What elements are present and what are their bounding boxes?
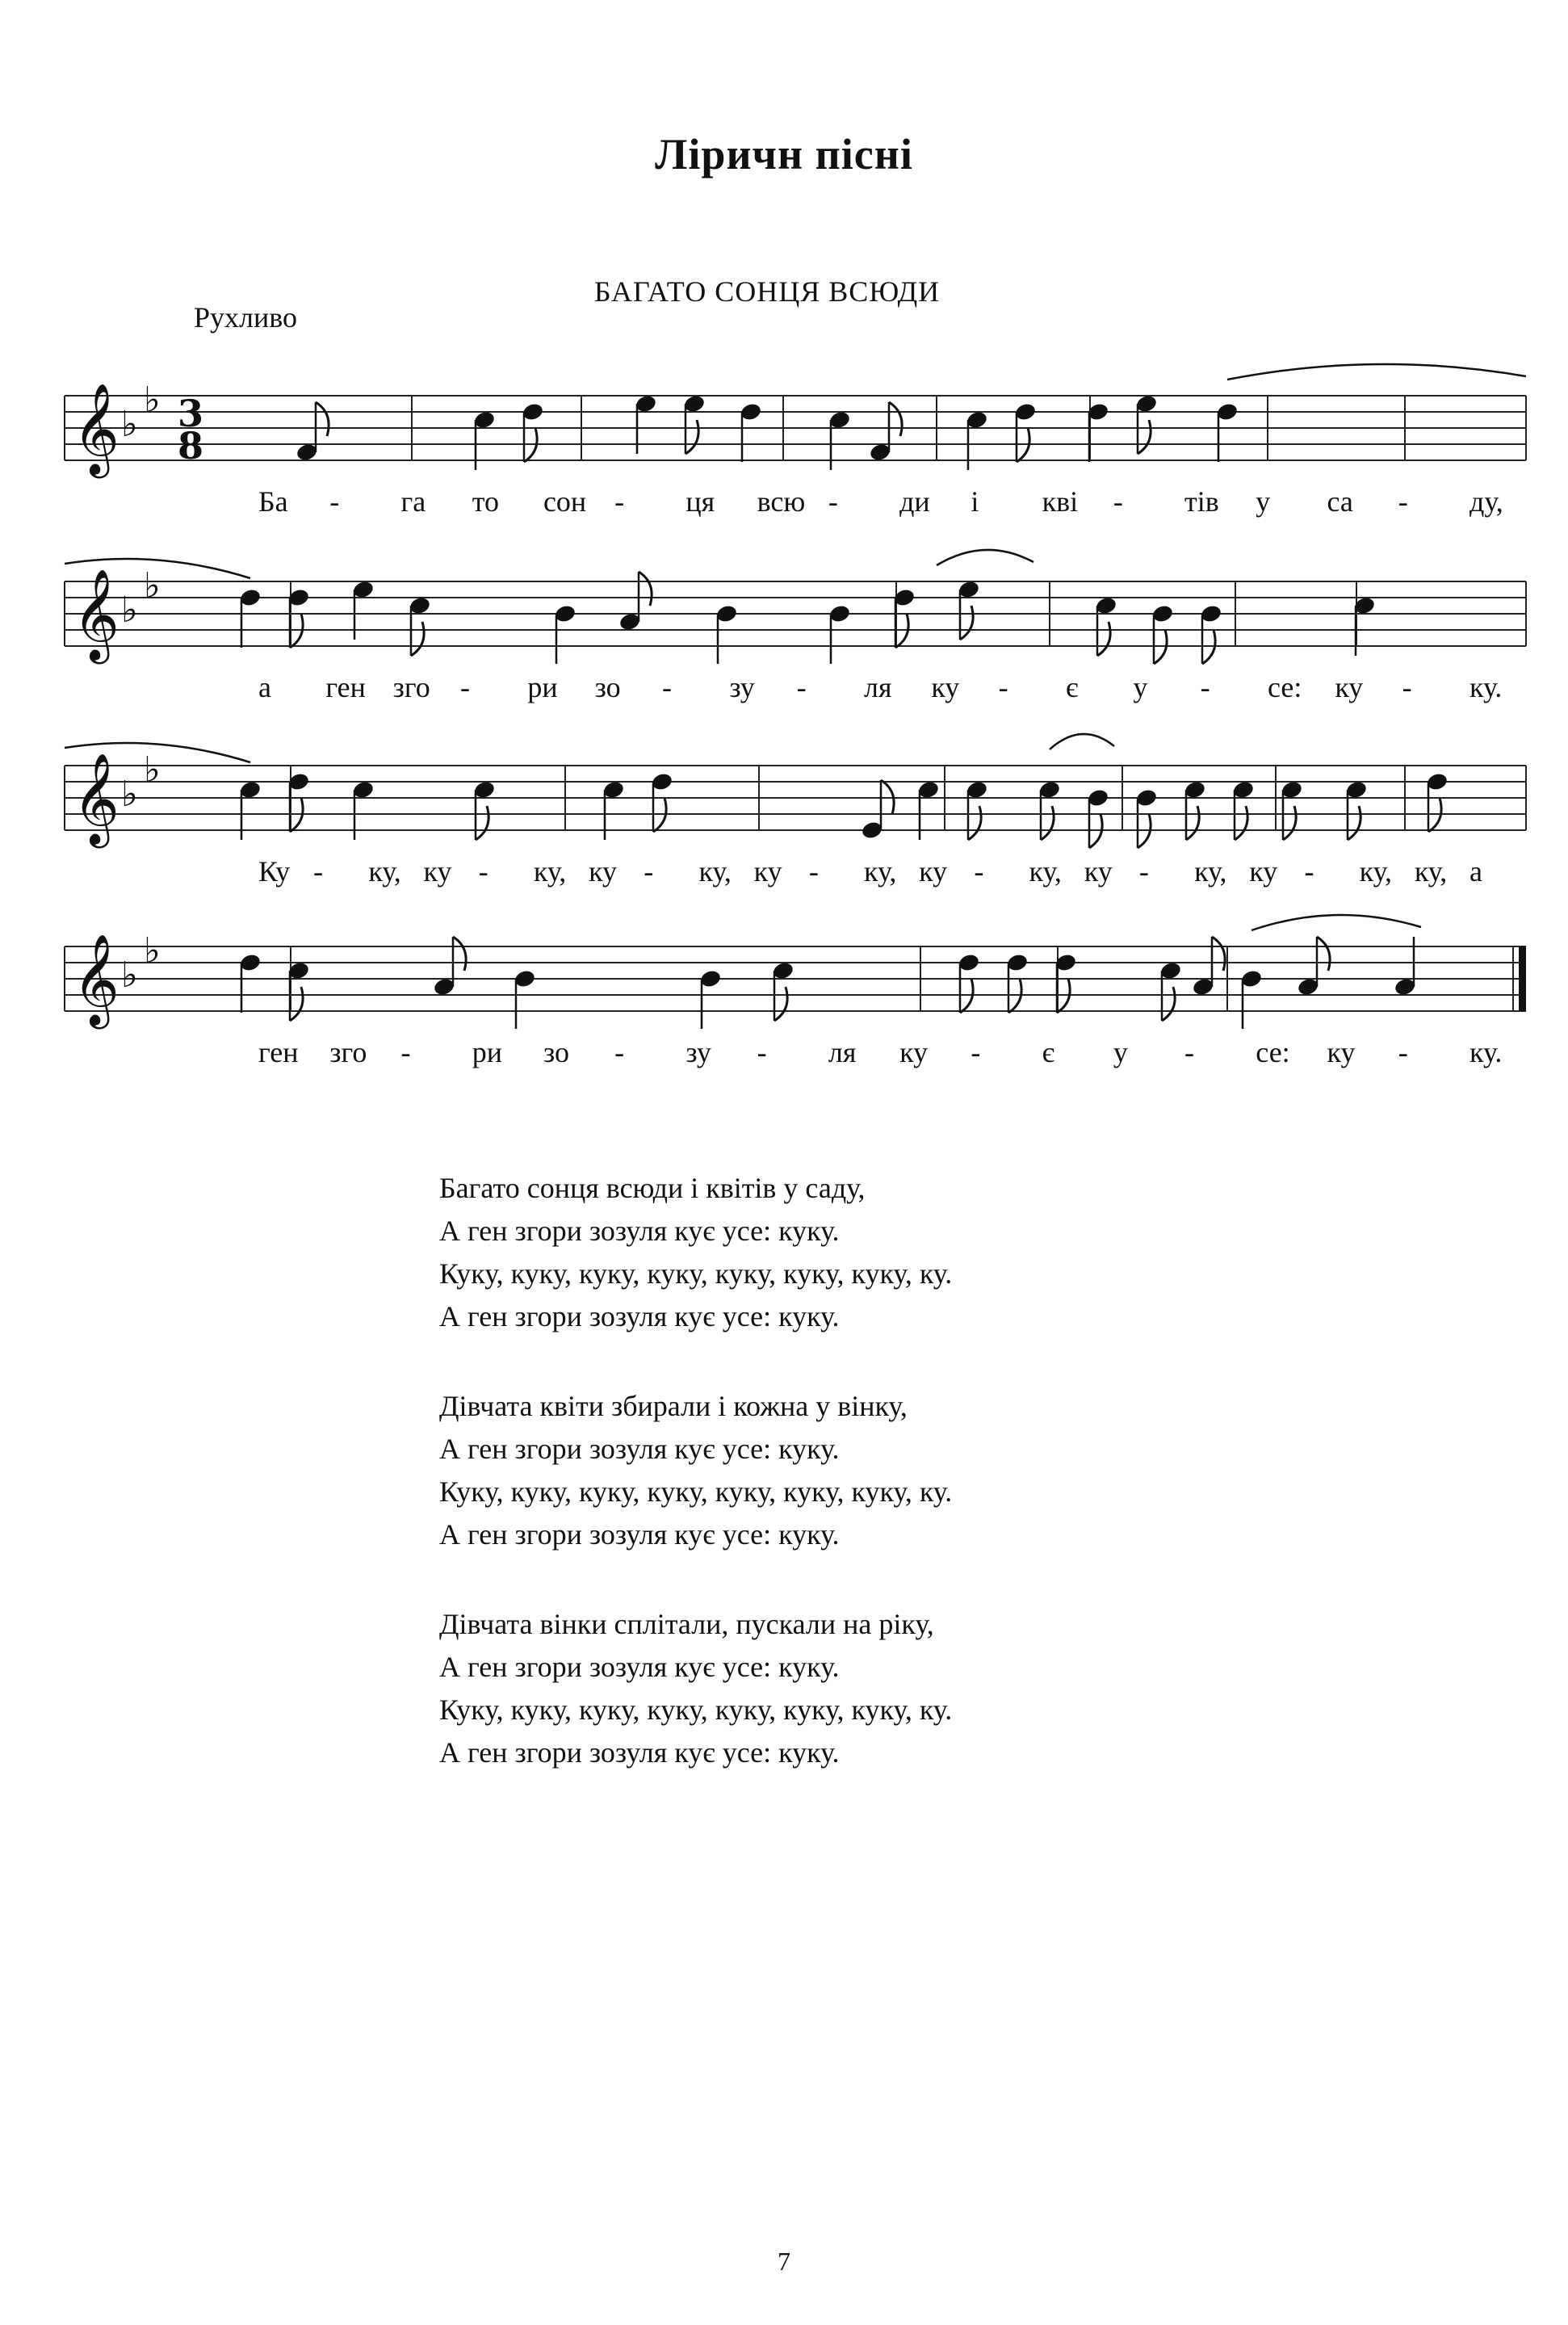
- lyric-syllable: ку,: [1194, 855, 1227, 888]
- verse-line: А ген згори зозуля кує усе: куку.: [439, 1651, 840, 1683]
- music-system-3: [65, 733, 1526, 919]
- lyric-syllable: ку.: [1469, 671, 1503, 703]
- lyric-syllable: ку,: [533, 855, 567, 888]
- verse-line: Куку, куку, куку, куку, куку, куку, куку, ку.: [439, 1693, 953, 1726]
- lyric-syllable: є: [1066, 671, 1079, 703]
- lyric-line-4: [65, 1035, 1526, 1076]
- lyric-syllable: ку: [919, 855, 948, 888]
- lyric-syllable: ку: [1084, 855, 1113, 888]
- lyric-syllable: ду,: [1469, 485, 1503, 518]
- lyric-syllable: ля: [828, 1036, 857, 1068]
- note-flag: [1212, 937, 1225, 971]
- lyric-syllable: ри: [527, 671, 558, 703]
- time-signature-top: 3: [178, 392, 204, 435]
- lyric-syllable: -: [614, 485, 625, 518]
- note-flag: [968, 806, 981, 840]
- tie: [1251, 915, 1421, 930]
- tie: [1227, 364, 1526, 380]
- lyric-line-2: [65, 670, 1526, 711]
- lyric-syllable: ген: [325, 671, 366, 703]
- music-system-2: [65, 549, 1526, 735]
- lyric-syllable: зу: [685, 1036, 711, 1068]
- lyric-syllable: -: [478, 855, 488, 888]
- lyric-syllable: -: [644, 855, 654, 888]
- lyric-syllable: ку,: [368, 855, 401, 888]
- note-flag: [960, 606, 973, 640]
- lyric-syllable: -: [1402, 671, 1412, 703]
- lyric-syllable: ку: [899, 1036, 929, 1068]
- lyric-syllable: ля: [864, 671, 892, 703]
- note-flag: [1317, 937, 1330, 971]
- note-flag: [1235, 806, 1247, 840]
- note-flag: [453, 937, 466, 971]
- lyric-syllable: -: [757, 1036, 767, 1068]
- lyric-syllable: зо: [543, 1036, 569, 1068]
- lyric-syllable: -: [828, 485, 838, 518]
- music-system-1: [65, 363, 1526, 549]
- verses: [439, 1167, 1408, 1821]
- tie: [937, 550, 1033, 565]
- lyric-syllable: ку,: [698, 855, 732, 888]
- note-flag: [1097, 622, 1110, 656]
- lyric-syllable: зо: [594, 671, 621, 703]
- lyric-syllable: -: [460, 671, 470, 703]
- verse: [439, 1603, 1408, 1774]
- note-flag: [1162, 987, 1175, 1021]
- flat-sign: ♭: [121, 774, 138, 815]
- verse-line: Куку, куку, куку, куку, куку, куку, куку, ку.: [439, 1475, 953, 1508]
- treble-clef: 𝄞: [73, 934, 119, 1026]
- lyric-syllable: зу: [729, 671, 755, 703]
- verse-line: А ген згори зозуля кує усе: куку.: [439, 1215, 840, 1247]
- lyric-syllable: ген: [258, 1036, 299, 1068]
- lyric-syllable: то: [472, 485, 499, 518]
- lyric-syllable: а: [1469, 855, 1482, 888]
- lyric-syllable: ку: [931, 671, 960, 703]
- lyric-syllable: -: [998, 671, 1008, 703]
- lyric-syllable: ця: [685, 485, 715, 518]
- lyric-syllable: га: [400, 485, 426, 518]
- lyric-syllable: ку: [589, 855, 618, 888]
- note-flag: [316, 402, 329, 436]
- lyric-syllable: -: [662, 671, 672, 703]
- note-flag: [411, 622, 424, 656]
- verse-line: Багато сонця всюди і квітів у саду,: [439, 1172, 866, 1204]
- lyric-syllable: кві: [1042, 485, 1079, 518]
- section-heading: Ліричн пісні: [655, 130, 913, 178]
- lyric-syllable: -: [1138, 855, 1149, 888]
- treble-clef: 𝄞: [73, 753, 119, 845]
- lyric-syllable: ку: [1249, 855, 1278, 888]
- note-flag: [639, 572, 652, 606]
- lyric-line-1: [65, 485, 1526, 525]
- lyric-syllable: ку,: [864, 855, 897, 888]
- treble-clef: 𝄞: [73, 383, 119, 475]
- song-title: БАГАТО СОНЦЯ ВСЮДИ: [593, 275, 941, 308]
- verse: [439, 1167, 1408, 1338]
- lyric-syllable: зго: [329, 1036, 367, 1068]
- lyric-syllable: ку.: [1469, 1036, 1503, 1068]
- verse-line: Дівчата вінки сплітали, пускали на ріку,: [439, 1608, 934, 1640]
- lyric-syllable: се:: [1256, 1036, 1290, 1068]
- lyric-syllable: се:: [1268, 671, 1302, 703]
- verse-line: Куку, куку, куку, куку, куку, куку, куку, ку.: [439, 1257, 953, 1290]
- verse-line: Дівчата квіти збирали і кожна у вінку,: [439, 1390, 908, 1422]
- lyric-syllable: -: [400, 1036, 411, 1068]
- lyric-syllable: зго: [392, 671, 430, 703]
- lyric-syllable: -: [808, 855, 819, 888]
- lyric-syllable: -: [971, 1036, 981, 1068]
- lyric-syllable: -: [1113, 485, 1123, 518]
- note-flag: [1348, 806, 1360, 840]
- note-flag: [476, 806, 488, 840]
- verse-line: А ген згори зозуля кує усе: куку.: [439, 1736, 840, 1769]
- lyric-syllable: -: [796, 671, 807, 703]
- note-flag: [1138, 420, 1151, 454]
- note-flag: [774, 987, 787, 1021]
- note-flag: [290, 987, 303, 1021]
- lyric-syllable: -: [329, 485, 340, 518]
- verse-line: А ген згори зозуля кує усе: куку.: [439, 1518, 840, 1551]
- note-flag: [1283, 806, 1296, 840]
- flat-sign: ♭: [144, 565, 161, 606]
- time-signature-bottom: 8: [178, 424, 204, 468]
- lyric-syllable: ку: [1327, 1036, 1356, 1068]
- lyric-syllable: у: [1133, 671, 1148, 703]
- music-system-4: [65, 914, 1526, 1100]
- flat-sign: ♭: [121, 955, 138, 996]
- verse-line: А ген згори зозуля кує усе: куку.: [439, 1433, 840, 1465]
- flat-sign: ♭: [144, 749, 161, 791]
- flat-sign: ♭: [144, 380, 161, 421]
- note-flag: [1186, 806, 1199, 840]
- lyric-syllable: -: [614, 1036, 625, 1068]
- lyric-syllable: -: [1184, 1036, 1195, 1068]
- lyric-syllable: ку: [1335, 671, 1364, 703]
- lyric-syllable: -: [1398, 1036, 1408, 1068]
- lyric-syllable: Ба: [258, 485, 288, 518]
- treble-clef: 𝄞: [73, 569, 119, 661]
- flat-sign: ♭: [144, 930, 161, 972]
- lyric-syllable: ку: [753, 855, 782, 888]
- lyric-syllable: -: [1200, 671, 1210, 703]
- verse: [439, 1385, 1408, 1556]
- lyric-syllable: -: [1304, 855, 1314, 888]
- lyric-syllable: є: [1042, 1036, 1055, 1068]
- lyric-syllable: у: [1113, 1036, 1128, 1068]
- lyric-syllable: ку,: [1359, 855, 1393, 888]
- lyric-syllable: -: [1398, 485, 1408, 518]
- lyric-syllable: ку,: [1029, 855, 1062, 888]
- lyric-syllable: тів: [1184, 485, 1219, 518]
- note-flag: [685, 420, 698, 454]
- lyric-syllable: всю: [757, 485, 806, 518]
- lyric-syllable: і: [971, 485, 979, 518]
- flat-sign: ♭: [121, 404, 138, 445]
- page-number: 7: [778, 2247, 790, 2276]
- lyric-syllable: Ку: [258, 855, 291, 888]
- lyric-syllable: ри: [472, 1036, 502, 1068]
- note-flag: [1041, 806, 1054, 840]
- lyric-syllable: сон: [543, 485, 587, 518]
- lyric-syllable: у: [1256, 485, 1271, 518]
- final-barline: [1519, 946, 1526, 1011]
- tempo-marking: Рухливо: [194, 301, 298, 334]
- lyric-syllable: ку,: [1414, 855, 1448, 888]
- note-flag: [889, 402, 902, 436]
- verse-line: А ген згори зозуля кує усе: куку.: [439, 1300, 840, 1332]
- lyric-syllable: ди: [899, 485, 930, 518]
- lyric-syllable: са: [1327, 485, 1353, 518]
- lyric-syllable: а: [258, 671, 271, 703]
- lyric-syllable: ку: [423, 855, 452, 888]
- flat-sign: ♭: [121, 590, 138, 631]
- tie: [1050, 734, 1114, 749]
- lyric-line-3: [65, 854, 1526, 895]
- lyric-syllable: -: [974, 855, 984, 888]
- lyric-syllable: -: [313, 855, 324, 888]
